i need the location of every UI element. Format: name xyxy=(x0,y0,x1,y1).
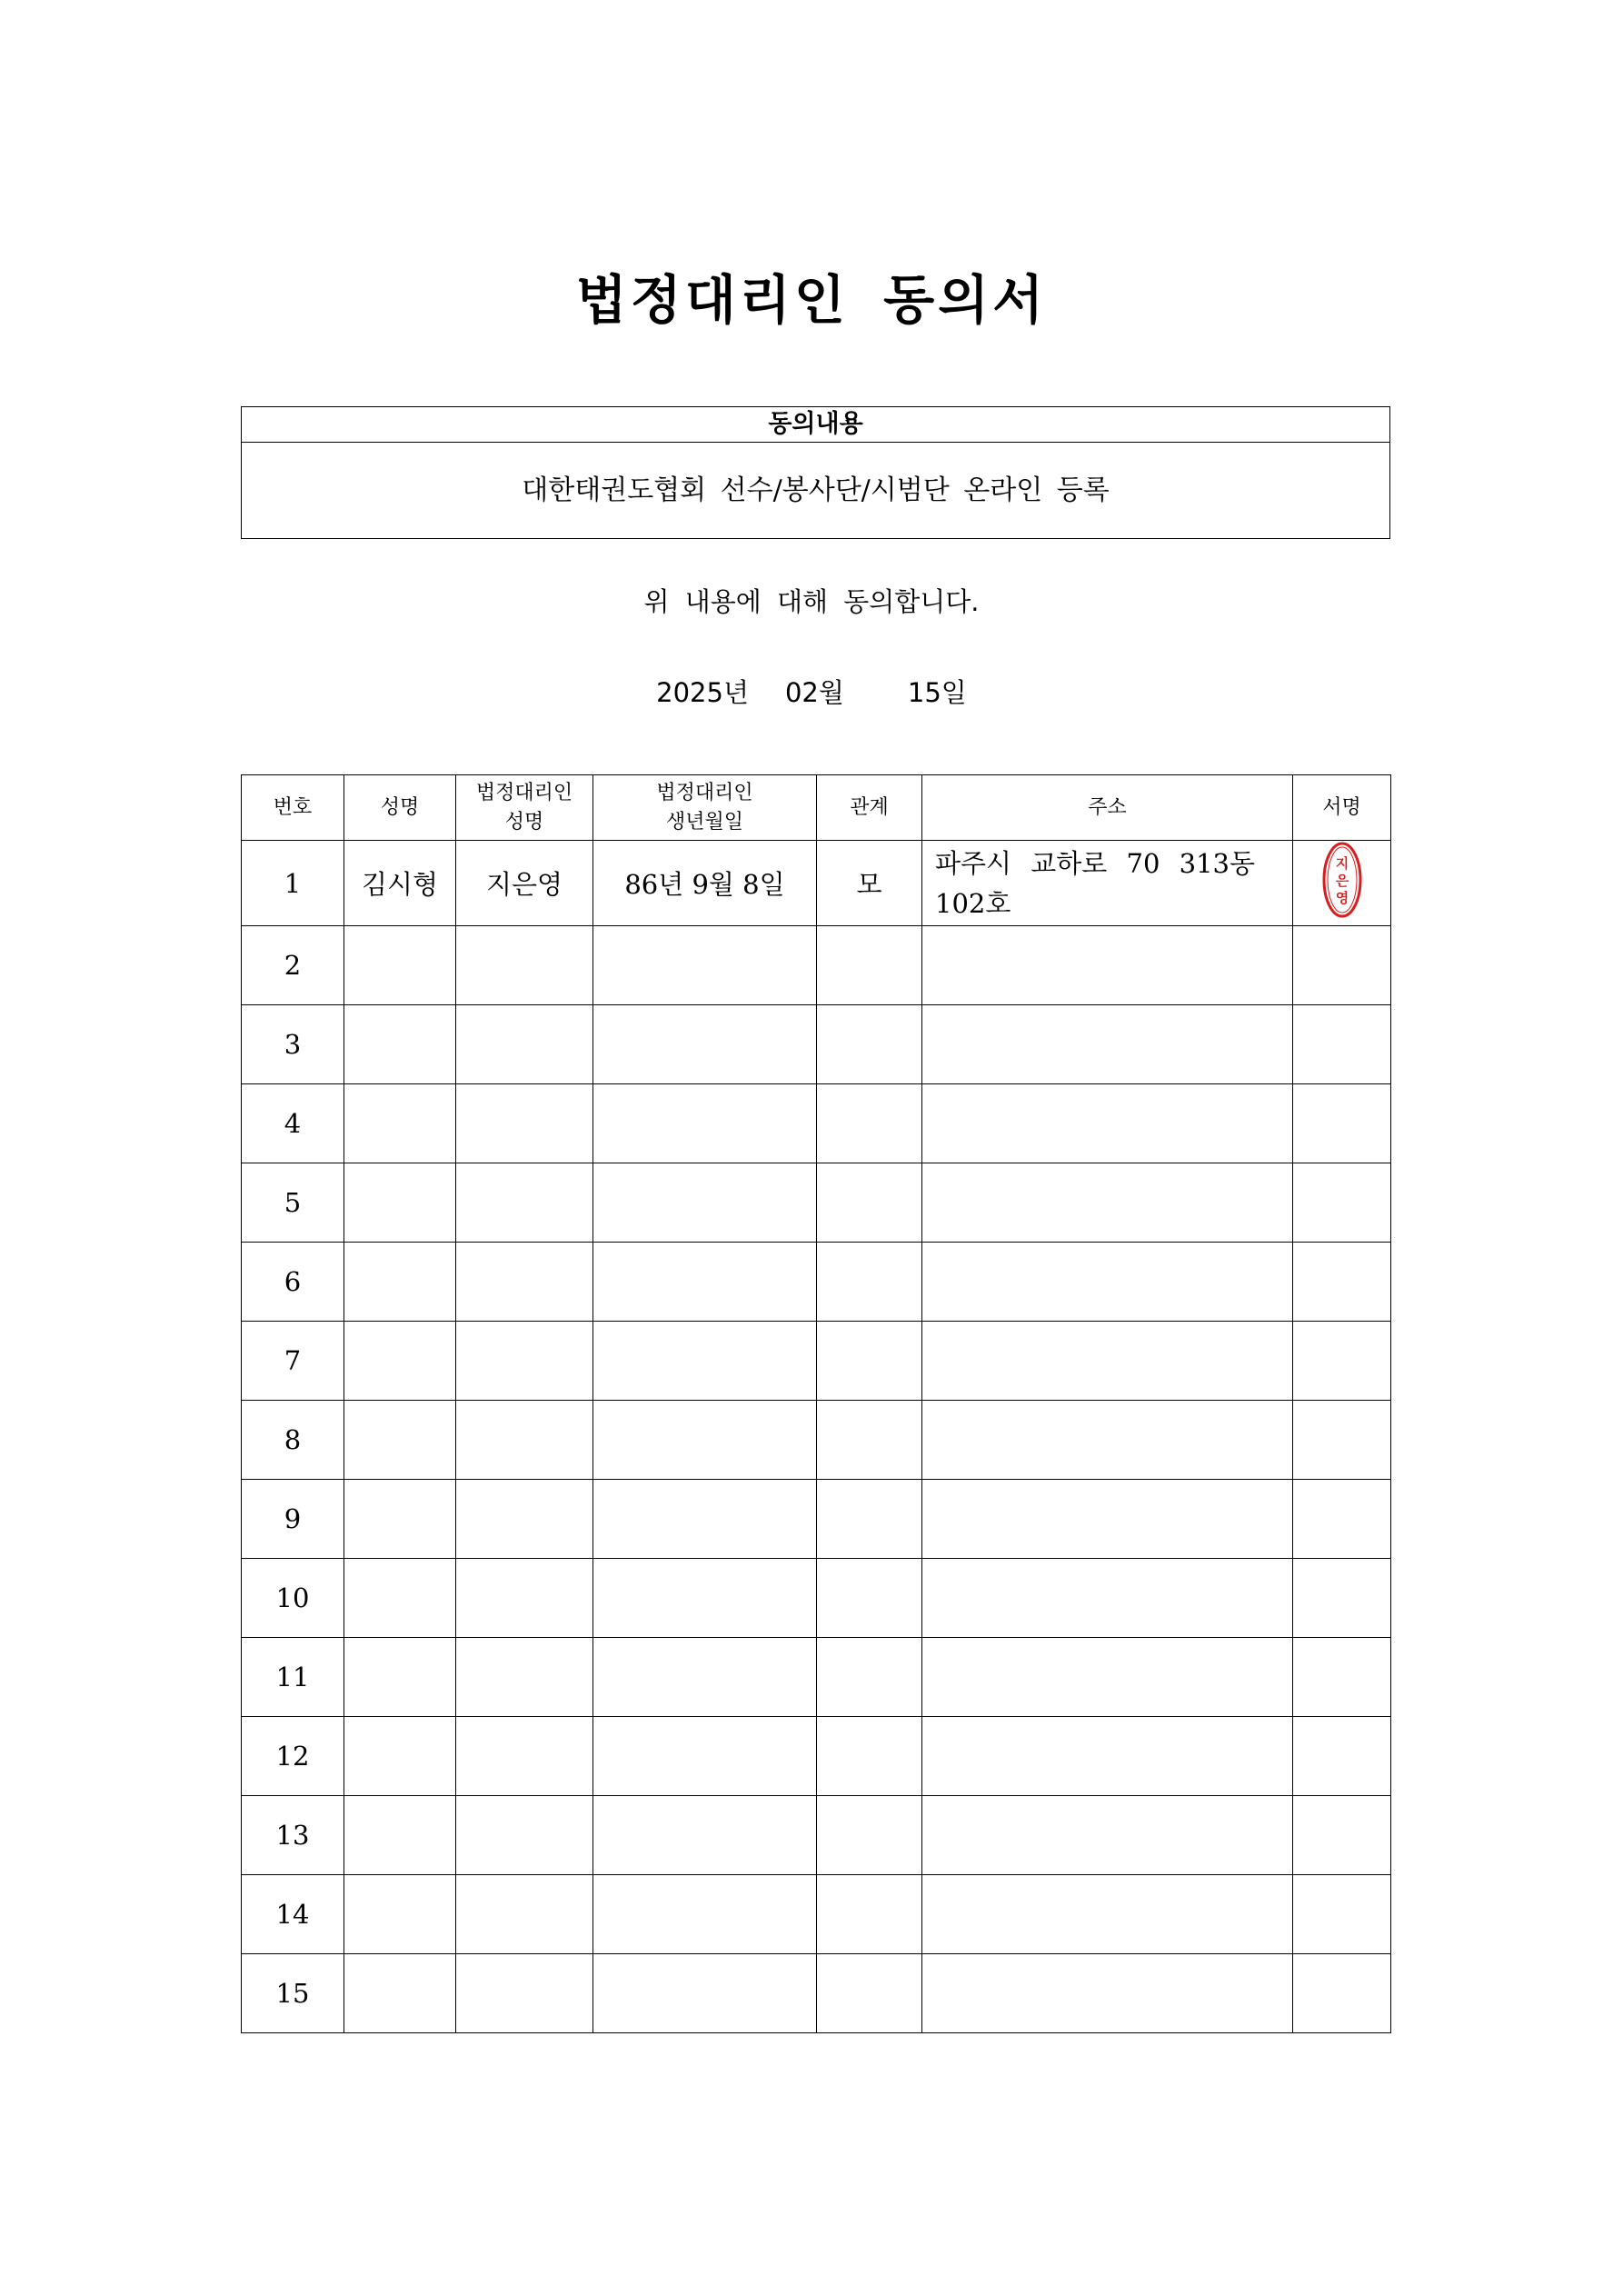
cell-number: 9 xyxy=(242,1480,344,1559)
cell-guardian-birth xyxy=(593,1954,817,2033)
cell-name xyxy=(344,1480,456,1559)
cell-signature xyxy=(1293,1163,1391,1243)
cell-guardian-birth xyxy=(593,1480,817,1559)
cell-relation xyxy=(817,1796,922,1875)
cell-signature xyxy=(1293,1401,1391,1480)
svg-text:영: 영 xyxy=(1335,890,1349,906)
cell-address xyxy=(922,1243,1293,1322)
table-row xyxy=(242,1322,1391,1401)
cell-name xyxy=(344,1005,456,1084)
table-row xyxy=(242,1401,1391,1480)
cell-number: 5 xyxy=(242,1163,344,1243)
cell-guardian-name xyxy=(456,1084,593,1163)
table-row xyxy=(242,1163,1391,1243)
cell-relation xyxy=(817,1559,922,1638)
cell-guardian-birth: 86년 9월 8일 xyxy=(593,841,817,926)
cell-address xyxy=(922,1322,1293,1401)
cell-guardian-name xyxy=(456,1717,593,1796)
cell-guardian-name xyxy=(456,1638,593,1717)
cell-relation xyxy=(817,1005,922,1084)
table-row xyxy=(242,1559,1391,1638)
cell-address xyxy=(922,1005,1293,1084)
cell-relation: 모 xyxy=(817,841,922,926)
table-row xyxy=(242,1796,1391,1875)
header-name: 성명 xyxy=(344,775,456,841)
cell-guardian-birth xyxy=(593,1638,817,1717)
cell-signature xyxy=(1293,1005,1391,1084)
cell-number: 6 xyxy=(242,1243,344,1322)
header-address: 주소 xyxy=(922,775,1293,841)
cell-name xyxy=(344,1243,456,1322)
svg-text:은: 은 xyxy=(1335,873,1349,889)
cell-address xyxy=(922,1875,1293,1954)
cell-relation xyxy=(817,1954,922,2033)
cell-number: 11 xyxy=(242,1638,344,1717)
consent-header: 동의내용 xyxy=(242,407,1389,443)
table-header-row xyxy=(242,775,1391,841)
cell-name xyxy=(344,1796,456,1875)
date-year: 2025년 xyxy=(656,677,749,708)
table-row xyxy=(242,1638,1391,1717)
cell-address: 파주시 교하로 70 313동 102호 xyxy=(922,841,1293,926)
cell-address xyxy=(922,1717,1293,1796)
cell-number: 7 xyxy=(242,1322,344,1401)
cell-address xyxy=(922,1163,1293,1243)
cell-name xyxy=(344,1163,456,1243)
table-row xyxy=(242,1243,1391,1322)
table-row xyxy=(242,1717,1391,1796)
cell-signature xyxy=(1293,1717,1391,1796)
cell-number: 4 xyxy=(242,1084,344,1163)
cell-signature xyxy=(1293,841,1391,926)
cell-number: 14 xyxy=(242,1875,344,1954)
cell-relation xyxy=(817,1875,922,1954)
header-number: 번호 xyxy=(242,775,344,841)
cell-guardian-name xyxy=(456,1480,593,1559)
cell-name xyxy=(344,1638,456,1717)
seal-stamp-icon xyxy=(1321,841,1363,919)
cell-guardian-birth xyxy=(593,1875,817,1954)
cell-number: 3 xyxy=(242,1005,344,1084)
cell-relation xyxy=(817,926,922,1005)
cell-relation xyxy=(817,1322,922,1401)
cell-signature xyxy=(1293,1875,1391,1954)
cell-relation xyxy=(817,1084,922,1163)
table-row xyxy=(242,841,1391,926)
table-row xyxy=(242,1954,1391,2033)
cell-name xyxy=(344,1717,456,1796)
cell-guardian-birth xyxy=(593,1559,817,1638)
cell-relation xyxy=(817,1717,922,1796)
cell-guardian-birth xyxy=(593,1401,817,1480)
cell-address xyxy=(922,1480,1293,1559)
cell-guardian-birth xyxy=(593,1796,817,1875)
cell-number: 12 xyxy=(242,1717,344,1796)
agreement-statement: 위 내용에 대해 동의합니다. xyxy=(643,586,980,617)
table-row xyxy=(242,1084,1391,1163)
cell-guardian-birth xyxy=(593,926,817,1005)
cell-guardian-name xyxy=(456,1322,593,1401)
cell-guardian-name xyxy=(456,1163,593,1243)
cell-signature xyxy=(1293,926,1391,1005)
header-signature: 서명 xyxy=(1293,775,1391,841)
cell-name xyxy=(344,1954,456,2033)
cell-address xyxy=(922,1796,1293,1875)
cell-name xyxy=(344,1322,456,1401)
consent-box xyxy=(241,406,1390,539)
cell-guardian-name xyxy=(456,1796,593,1875)
svg-text:지: 지 xyxy=(1335,855,1349,872)
date-line xyxy=(0,673,1623,713)
cell-number: 8 xyxy=(242,1401,344,1480)
cell-address xyxy=(922,1638,1293,1717)
header-guardian-birth-line2: 생년월일 xyxy=(665,810,743,834)
table-row xyxy=(242,1480,1391,1559)
cell-relation xyxy=(817,1638,922,1717)
cell-guardian-birth xyxy=(593,1322,817,1401)
cell-relation xyxy=(817,1243,922,1322)
cell-guardian-name xyxy=(456,1559,593,1638)
cell-guardian-name xyxy=(456,1005,593,1084)
consent-content: 대한태권도협회 선수/봉사단/시범단 온라인 등록 xyxy=(522,474,1110,506)
cell-relation xyxy=(817,1480,922,1559)
cell-address xyxy=(922,1401,1293,1480)
consent-roster-table xyxy=(241,774,1391,2033)
cell-number: 10 xyxy=(242,1559,344,1638)
cell-guardian-birth xyxy=(593,1084,817,1163)
cell-signature xyxy=(1293,1638,1391,1717)
cell-guardian-name xyxy=(456,1401,593,1480)
cell-signature xyxy=(1293,1084,1391,1163)
cell-number: 13 xyxy=(242,1796,344,1875)
cell-number: 1 xyxy=(242,841,344,926)
header-guardian-name-line2: 성명 xyxy=(504,810,544,834)
cell-signature xyxy=(1293,1480,1391,1559)
cell-guardian-birth xyxy=(593,1243,817,1322)
cell-address xyxy=(922,1559,1293,1638)
cell-address xyxy=(922,1954,1293,2033)
header-relation: 관계 xyxy=(817,775,922,841)
cell-address xyxy=(922,926,1293,1005)
cell-name: 김시형 xyxy=(344,841,456,926)
cell-guardian-birth xyxy=(593,1163,817,1243)
cell-guardian-birth xyxy=(593,1717,817,1796)
cell-number: 15 xyxy=(242,1954,344,2033)
cell-signature xyxy=(1293,1559,1391,1638)
header-guardian-birth xyxy=(593,775,817,841)
cell-guardian-birth xyxy=(593,1005,817,1084)
table-row xyxy=(242,1005,1391,1084)
header-guardian-name xyxy=(456,775,593,841)
cell-address xyxy=(922,1084,1293,1163)
cell-name xyxy=(344,1875,456,1954)
cell-signature xyxy=(1293,1243,1391,1322)
cell-guardian-name xyxy=(456,1875,593,1954)
table-row xyxy=(242,1875,1391,1954)
cell-name xyxy=(344,926,456,1005)
cell-guardian-name xyxy=(456,926,593,1005)
cell-relation xyxy=(817,1163,922,1243)
cell-relation xyxy=(817,1401,922,1480)
header-guardian-name-line1: 법정대리인 xyxy=(475,781,573,804)
cell-name xyxy=(344,1559,456,1638)
cell-guardian-name xyxy=(456,1954,593,2033)
header-guardian-birth-line1: 법정대리인 xyxy=(656,781,753,804)
cell-guardian-name xyxy=(456,1243,593,1322)
cell-signature xyxy=(1293,1954,1391,2033)
cell-name xyxy=(344,1084,456,1163)
document-title: 법정대리인 동의서 xyxy=(575,269,1048,331)
cell-guardian-name: 지은영 xyxy=(456,841,593,926)
date-month: 02월 xyxy=(784,677,844,708)
cell-number: 2 xyxy=(242,926,344,1005)
cell-signature xyxy=(1293,1796,1391,1875)
table-row xyxy=(242,926,1391,1005)
cell-name xyxy=(344,1401,456,1480)
date-day: 15일 xyxy=(907,677,967,708)
cell-signature xyxy=(1293,1322,1391,1401)
